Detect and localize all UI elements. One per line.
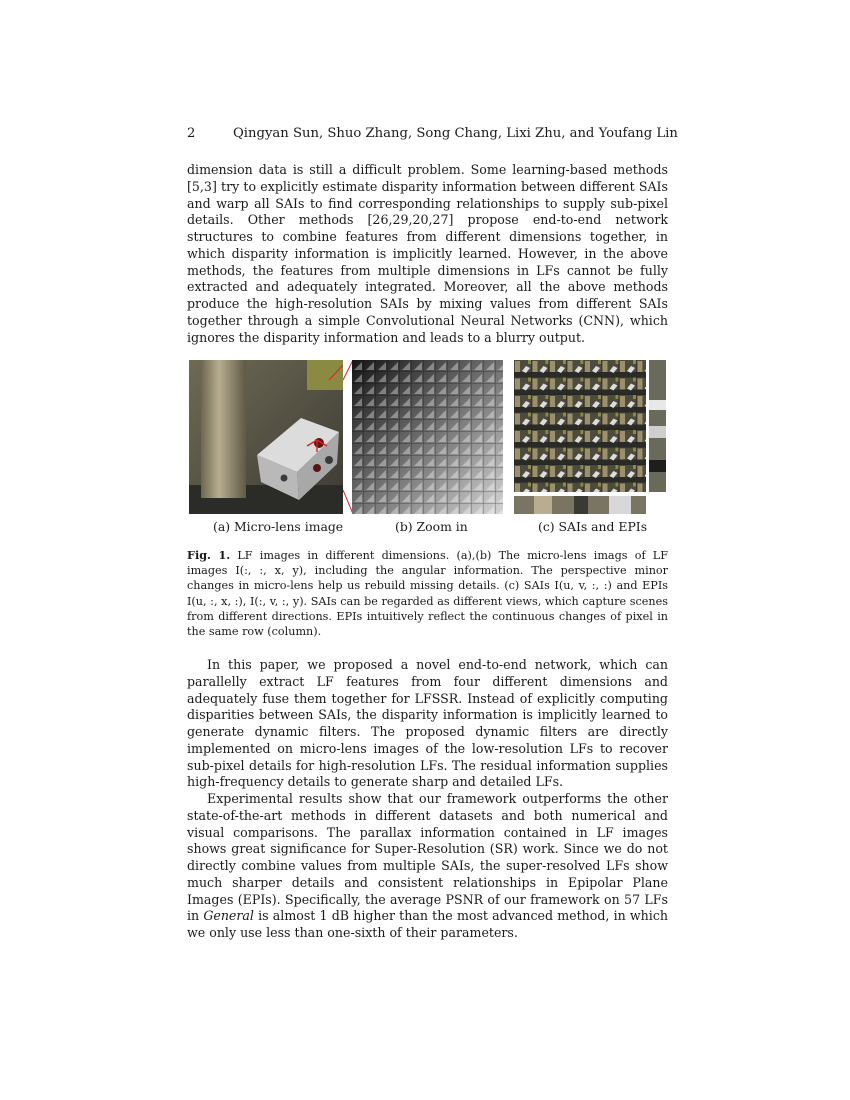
results-text-end: is almost 1 dB higher than the most advanced method, in which we only use less than one-sixth of their parameters. <box>187 908 668 940</box>
intro-paragraph <box>187 162 668 346</box>
caption-text: LF images in different dimensions. (a),(b) The micro-lens imags of LF images I(:, :, x, y), including the angular information. The perspective minor changes in micro-lens help us rebuild missing details. (c) SAIs I(u, v, :, :) and EPIs I(u, :, x, :), I(:, v, :, y). SAIs can be regarded as different views, which capture scenes from different directions. EPIs intuitively reflect the continuous changes of pixel in the same row (column). <box>187 549 668 639</box>
caption-label: Fig. 1. <box>187 548 231 562</box>
sais-and-epis-image <box>514 360 666 514</box>
page-number: 2 <box>187 126 196 141</box>
subcaption-c: (c) SAIs and EPIs <box>538 519 648 534</box>
contribution-paragraph: In this paper, we proposed a novel end-to-end network, which can parallelly extract LF features from four different dimensions and adequately fuse them together for LFSSR. Instead of explicitly computing disparities between SAIs, the disparity information is implicitly learned to generate dynamic filters. The proposed dynamic filters are directly implemented on micro-lens images of the low-resolution LFs to recover sub-pixel details for high-resolution LFs. The residual information supplies high-frequency details to generate sharp and detailed LFs. <box>187 657 668 790</box>
results-text-start: Experimental results show that our framework outperforms the other state-of-the-art methods in different datasets and both numerical and visual comparisons. The parallax information contained in LF images shows great significance for Super-Resolution (SR) work. Since we do not directly combine values from multiple SAIs, the super-resolved LFs show much sharper details and consistent relationships in Epipolar Plane Images (EPIs). Specifically, the average PSNR of our framework on 57 LFs in <box>187 791 668 924</box>
paragraph-text: dimension data is still a difficult problem. Some learning-based methods [5,3] try to explicitly estimate disparity information between different SAIs and warp all SAIs to find corresponding relationships to supply sub-pixel details. Other methods [26,29,20,27] propose end-to-end network structures to combine features from different dimensions together, in which disparity information is implicitly learned. However, in the above methods, the features from multiple dimensions in LFs cannot be fully extracted and adequately integrated. Moreover, all the above methods produce the high-resolution SAIs by mixing values from different SAIs together through a simple Convolutional Neural Networks (CNN), which ignores the disparity information and leads to a blurry output. <box>187 162 668 345</box>
zoom-in-image <box>352 360 503 514</box>
micro-lens-image <box>189 360 343 514</box>
author-list: Qingyan Sun, Shuo Zhang, Song Chang, Lixi Zhu, and Youfang Lin <box>233 126 678 141</box>
dataset-name: General <box>203 908 254 924</box>
figure-caption <box>187 548 668 639</box>
subcaption-a: (a) Micro-lens image <box>213 519 344 534</box>
figure-1 <box>187 360 668 514</box>
results-paragraph <box>187 791 668 942</box>
body-text <box>187 657 668 942</box>
subcaption-b: (b) Zoom in <box>395 519 468 534</box>
